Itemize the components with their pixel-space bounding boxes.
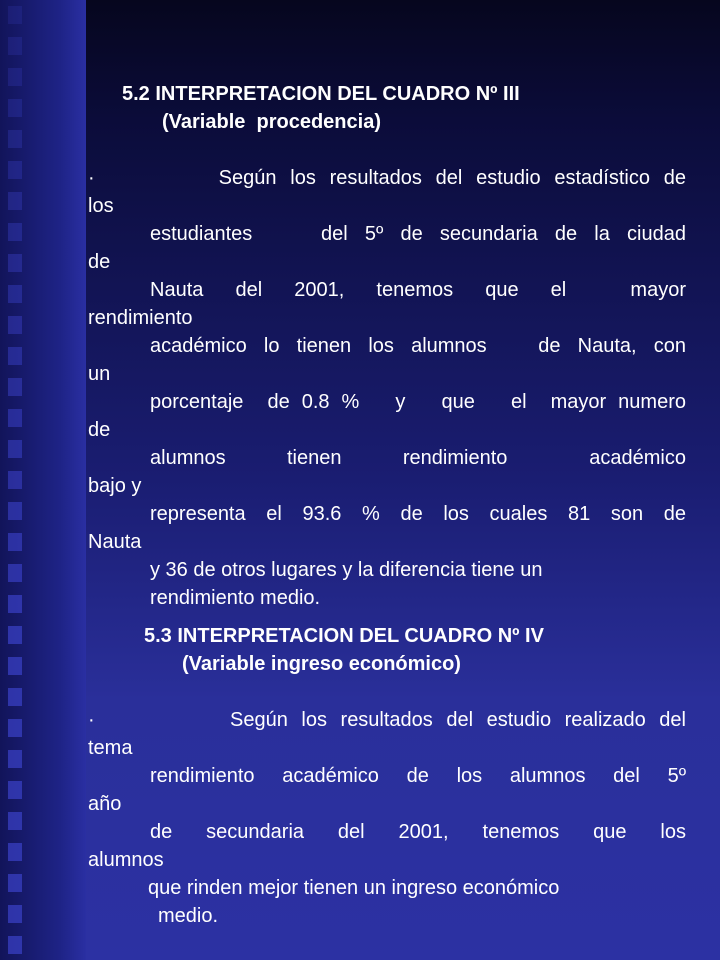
decorative-square xyxy=(8,440,22,458)
spacer xyxy=(88,678,686,706)
decorative-square xyxy=(8,843,22,861)
section-iii-subtitle: (Variable procedencia) xyxy=(162,111,381,133)
spacer xyxy=(88,136,686,164)
decorative-square xyxy=(8,533,22,551)
decorative-square xyxy=(8,161,22,179)
decorative-square xyxy=(8,254,22,272)
section-iii-title: 5.2 INTERPRETACION DEL CUADRO Nº III xyxy=(122,83,520,105)
decorative-square xyxy=(8,6,22,24)
decorative-square xyxy=(8,409,22,427)
decorative-square xyxy=(8,285,22,303)
paragraph-line: · Según los resultados del estudio estadístico de xyxy=(88,167,686,189)
paragraph-line: de secundaria del 2001, tenemos que los xyxy=(150,821,686,843)
paragraph-line: tema xyxy=(88,737,133,759)
section-iv-title: 5.3 INTERPRETACION DEL CUADRO Nº IV xyxy=(144,625,544,647)
decorative-square xyxy=(8,719,22,737)
paragraph-line: año xyxy=(88,793,122,815)
decorative-square xyxy=(8,347,22,365)
decorative-square xyxy=(8,750,22,768)
decorative-square xyxy=(8,502,22,520)
paragraph-line: y 36 de otros lugares y la diferencia tiene un xyxy=(150,559,543,581)
paragraph-line: representa el 93.6 % de los cuales 81 son de xyxy=(150,503,686,525)
paragraph-line: · Según los resultados del estudio realizado del xyxy=(88,709,686,731)
paragraph-line: porcentaje de 0.8 % y que el mayor numero xyxy=(150,391,686,413)
section-iv-subtitle: (Variable ingreso económico) xyxy=(182,653,461,675)
paragraph-line: rendimiento medio. xyxy=(150,587,321,609)
decorative-square xyxy=(8,657,22,675)
section-iii-paragraph xyxy=(88,164,686,612)
paragraph-line: medio. xyxy=(158,905,219,927)
decorative-square xyxy=(8,130,22,148)
decorative-side-strip xyxy=(0,0,86,960)
decorative-square xyxy=(8,471,22,489)
decorative-square xyxy=(8,378,22,396)
decorative-square xyxy=(8,781,22,799)
spacer xyxy=(88,612,686,622)
decorative-square xyxy=(8,192,22,210)
paragraph-line: que rinden mejor tienen un ingreso económico xyxy=(148,877,560,899)
decorative-square xyxy=(8,905,22,923)
section-iv-paragraph xyxy=(88,706,686,930)
paragraph-line: los xyxy=(88,195,114,217)
decorative-square xyxy=(8,68,22,86)
paragraph-line: rendimiento académico de los alumnos del 5º xyxy=(150,765,686,787)
decorative-square xyxy=(8,936,22,954)
paragraph-line: un xyxy=(88,363,111,385)
paragraph-line: alumnos tienen rendimiento académico xyxy=(150,447,686,469)
paragraph-line: académico lo tienen los alumnos de Nauta, con xyxy=(150,335,686,357)
decorative-squares-column xyxy=(8,0,22,960)
slide-content xyxy=(88,80,686,930)
decorative-square xyxy=(8,688,22,706)
decorative-square xyxy=(8,564,22,582)
paragraph-line: alumnos xyxy=(88,849,164,871)
decorative-square xyxy=(8,874,22,892)
paragraph-line: de xyxy=(88,251,111,273)
decorative-square xyxy=(8,626,22,644)
decorative-square xyxy=(8,316,22,334)
decorative-square xyxy=(8,99,22,117)
decorative-square xyxy=(8,812,22,830)
decorative-square xyxy=(8,37,22,55)
decorative-square xyxy=(8,223,22,241)
paragraph-line: Nauta del 2001, tenemos que el mayor xyxy=(150,279,686,301)
paragraph-line: bajo y xyxy=(88,475,142,497)
paragraph-line: estudiantes del 5º de secundaria de la ciudad xyxy=(150,223,686,245)
decorative-square xyxy=(8,595,22,613)
paragraph-line: Nauta xyxy=(88,531,142,553)
paragraph-line: rendimiento xyxy=(88,307,193,329)
paragraph-line: de xyxy=(88,419,111,441)
